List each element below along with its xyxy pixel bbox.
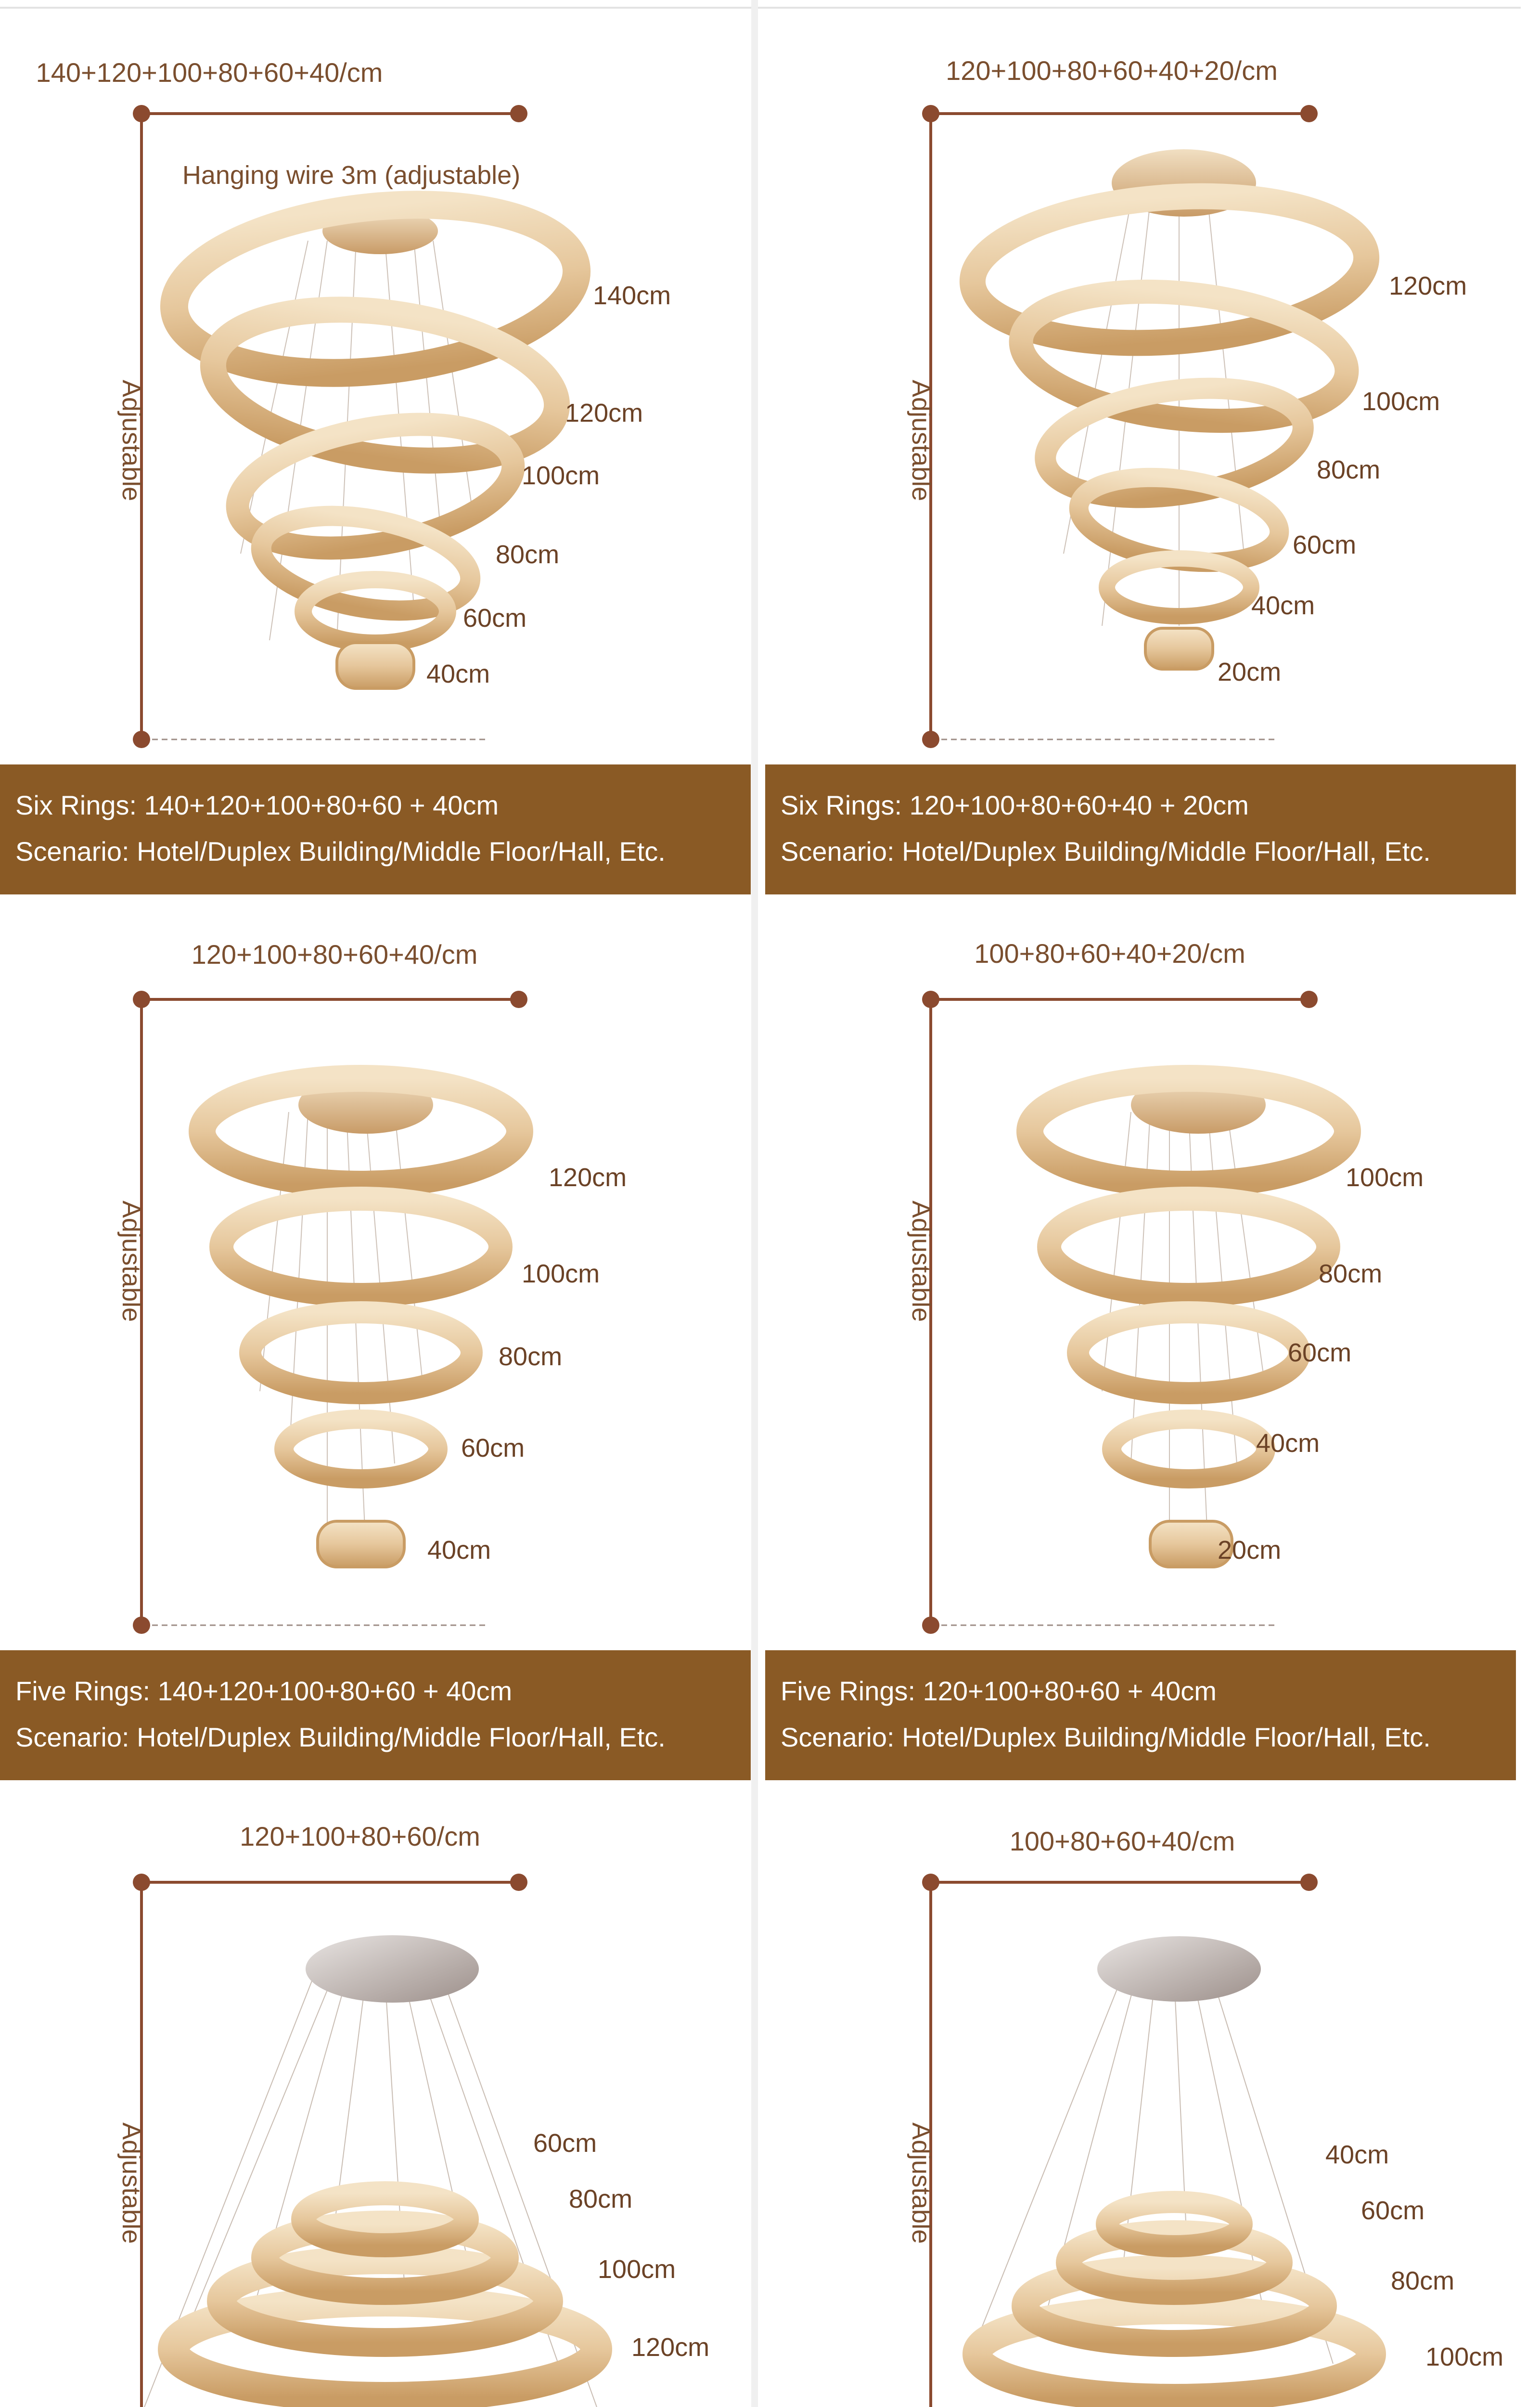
panel-six-rings-140 [0,0,751,886]
chandelier-diagram [765,1772,1516,2407]
info-banner [765,764,1516,894]
size-label: 40cm [1325,2140,1389,2169]
size-label: 100cm [598,2255,676,2284]
size-label: 100cm [522,1259,600,1288]
info-banner [0,1650,751,1780]
size-label: 60cm [1288,1338,1352,1367]
size-label: 60cm [463,604,527,633]
size-label: 80cm [1391,2266,1455,2295]
size-label: 120cm [549,1163,627,1192]
banner-scenario: Scenario: Hotel/Duplex Building/Middle Floor/Hall, Etc. [781,836,1431,867]
size-label: 80cm [496,540,560,569]
column-divider [751,0,758,2407]
size-label: 40cm [1251,591,1315,620]
banner-title: Six Rings: 140+120+100+80+60 + 40cm [15,790,499,820]
banner-title: Five Rings: 120+100+80+60 + 40cm [781,1676,1217,1706]
width-label: 120+100+80+60+40/cm [191,939,478,970]
size-label: 120cm [565,399,643,427]
chandelier-diagram [765,0,1516,886]
size-label: 20cm [1218,1536,1282,1565]
size-label: 80cm [569,2185,633,2213]
size-label: 80cm [1317,455,1381,484]
banner-title: Six Rings: 120+100+80+60+40 + 20cm [781,790,1249,820]
size-label: 40cm [427,1536,491,1565]
hanging-wire-label: Hanging wire 3m (adjustable) [182,161,521,190]
width-label: 120+100+80+60+40+20/cm [946,55,1278,86]
size-label: 100cm [1425,2342,1504,2371]
size-label: 40cm [426,660,490,688]
size-label: 60cm [1361,2196,1425,2225]
chandelier-diagram [0,886,751,1772]
width-label: 100+80+60+40+20/cm [974,938,1245,969]
size-label: 60cm [1293,531,1357,559]
size-label: 100cm [1362,387,1440,416]
width-label: 140+120+100+80+60+40/cm [36,57,383,88]
size-label: 20cm [1218,658,1282,686]
size-label: 120cm [631,2333,710,2362]
size-label: 100cm [522,461,600,490]
panel-five-rings-120 [765,886,1516,1772]
panel-four-rings-120 [0,1772,751,2407]
adjustable-label: Adjustable [907,1200,936,1322]
size-label: 80cm [1319,1259,1383,1288]
panel-six-rings-120 [765,0,1516,886]
size-label: 60cm [533,2129,597,2158]
size-label: 40cm [1256,1429,1320,1458]
banner-scenario: Scenario: Hotel/Duplex Building/Middle Floor/Hall, Etc. [15,1722,666,1752]
adjustable-label: Adjustable [907,2122,936,2244]
info-banner [765,1650,1516,1780]
chandelier-diagram [0,0,751,886]
adjustable-label: Adjustable [907,379,936,502]
size-label: 80cm [499,1342,563,1371]
adjustable-label: Adjustable [117,379,146,502]
panel-four-rings-100 [765,1772,1516,2407]
size-label: 60cm [461,1434,525,1462]
banner-scenario: Scenario: Hotel/Duplex Building/Middle Floor/Hall, Etc. [781,1722,1431,1752]
banner-title: Five Rings: 140+120+100+80+60 + 40cm [15,1676,513,1706]
chandelier-diagram [765,886,1516,1772]
size-label: 100cm [1346,1163,1424,1192]
width-label: 100+80+60+40/cm [1009,1826,1235,1856]
size-label: 120cm [1389,272,1467,300]
info-banner [0,764,751,894]
chandelier-diagram [0,1772,751,2407]
adjustable-label: Adjustable [117,1200,146,1322]
banner-scenario: Scenario: Hotel/Duplex Building/Middle Floor/Hall, Etc. [15,836,666,867]
size-label: 140cm [593,281,671,310]
width-label: 120+100+80+60/cm [240,1821,480,1851]
panel-five-rings-140 [0,886,751,1772]
adjustable-label: Adjustable [117,2122,146,2244]
